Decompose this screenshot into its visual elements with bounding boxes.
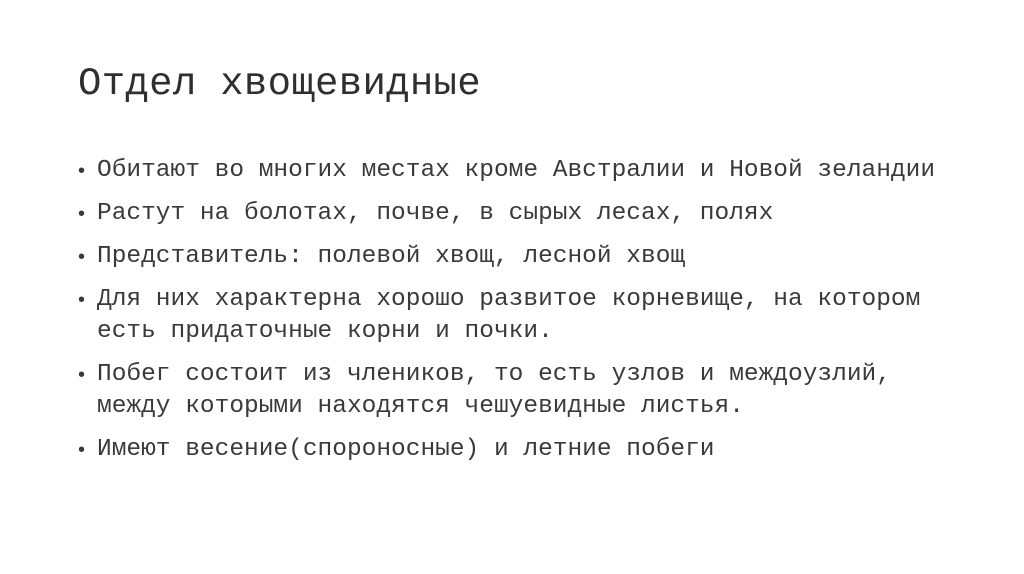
slide-title: Отдел хвощевидные <box>78 62 481 106</box>
bullet-dot-icon: • <box>78 160 86 182</box>
bullet-dot-icon: • <box>78 439 86 461</box>
bullet-dot-icon: • <box>78 289 86 311</box>
bullet-item <box>78 198 958 230</box>
bullet-text: Имеют весение(спороносные) и летние побеги <box>97 436 715 463</box>
bullet-dot-icon: • <box>78 364 86 386</box>
bullet-text: Побег состоит из члеников, то есть узлов и междоузлий, между которыми находятся чешуевидные листья. <box>97 361 891 420</box>
bullet-item <box>78 241 958 273</box>
bullet-text: Представитель: полевой хвощ, лесной хвощ <box>97 243 686 270</box>
bullet-list <box>78 155 958 477</box>
bullet-item <box>78 284 958 348</box>
bullet-text: Обитают во многих местах кроме Австралии и Новой зеландии <box>97 157 936 184</box>
bullet-text: Растут на болотах, почве, в сырых лесах, полях <box>97 200 774 227</box>
bullet-text: Для них характерна хорошо развитое корневище, на котором есть придаточные корни и почки. <box>97 286 921 345</box>
bullet-item <box>78 155 958 187</box>
bullet-dot-icon: • <box>78 246 86 268</box>
bullet-dot-icon: • <box>78 203 86 225</box>
bullet-item <box>78 359 958 423</box>
bullet-item <box>78 434 958 466</box>
